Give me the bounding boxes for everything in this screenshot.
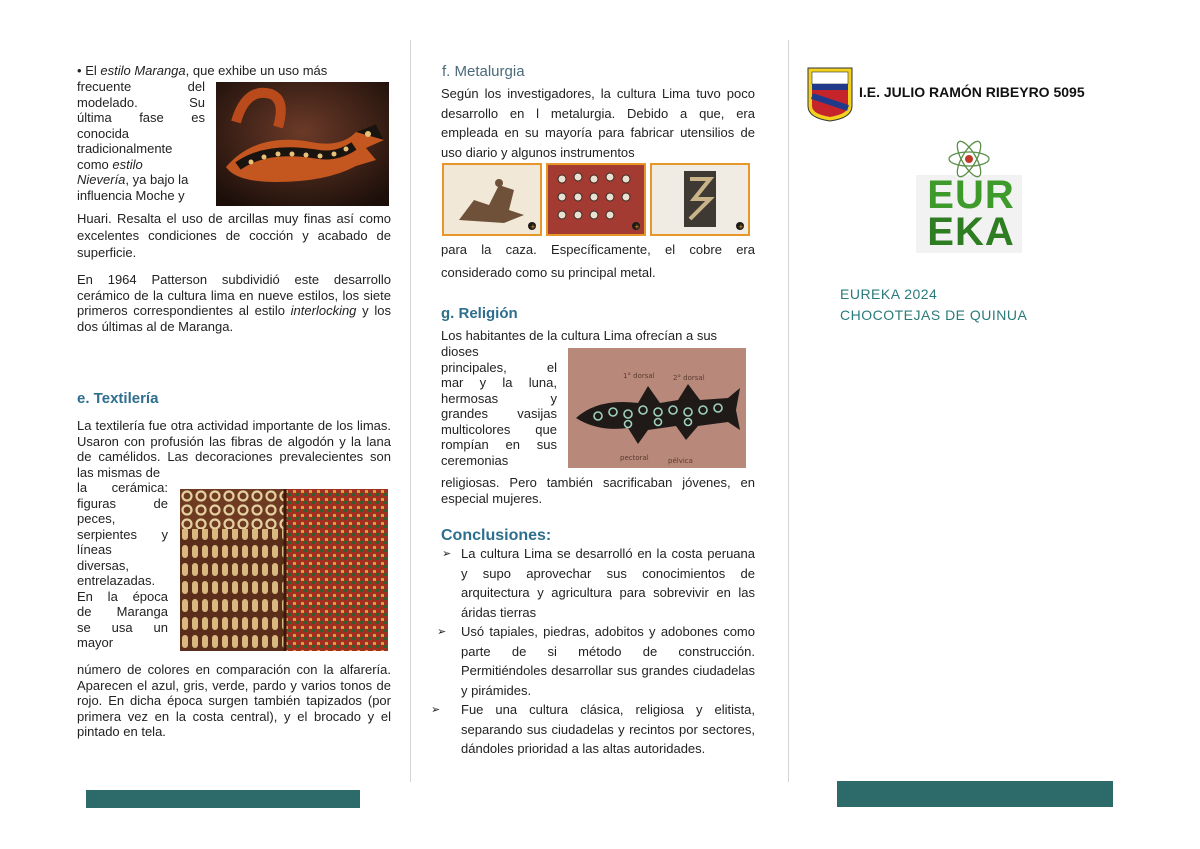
metal-beads [548,165,644,234]
textil-wrap-4: líneas [77,542,112,557]
bullet-arrow-icon: ➢ [442,548,452,560]
maranga-wrap-4: tradicionalmente [77,141,173,156]
maranga-em-estilo: estilo [112,156,143,172]
ceramic-vessel-image [216,82,389,206]
textil-paragraph-end: número de colores en comparación con la alfarería. Aparecen el azul, gris, verde, pardo y varios tonos de rojo. En dicha época surgen también tapizados (por primera vez en la costa central), y el brocado y el pintado en tela. [77,662,391,739]
textil-wrap-0: la cerámica: [77,480,168,495]
metal-plaque [652,165,748,234]
column-divider-2 [788,40,789,782]
religion-wrap-0: dioses [441,344,479,359]
conclusion-item-2: Usó tapiales, piedras, adobitos y adobones como parte de si método de construcción. Permitiéndoles desarrollar sus grandes ciudadelas y pirámides. [461,624,755,698]
shark-label-2: 2° dorsal [673,374,705,382]
textil-paragraph: La textilería fue otra actividad importante de los limas. Usaron con profusión las fibras de algodón y la lana de camélidos. Las decoraciones prevalecientes son las mismas de [77,418,391,480]
religion-wrap-4: grandes vasijas [441,406,557,421]
textile-illustration [180,489,388,651]
right-footer-bar [837,781,1113,807]
maranga-como: como [77,156,113,172]
textileria-heading: e. Textilería [77,390,159,407]
shark-label-1: 1° dorsal [623,372,655,380]
religion-wrap-7: ceremonias [441,452,509,468]
religion-line-1: Los habitantes de la cultura Lima ofrecían a sus [441,328,718,343]
maranga-tail: , ya bajo la [125,172,189,187]
maranga-wrap-3: conocida [77,125,130,141]
patterson-emphasis: interlocking [290,303,357,318]
religion-wrap-3: hermosas y [441,390,557,406]
patterson-text-a: En 1964 Patterson subdividió este desarrollo cerámico de la cultura lima en nueve estilos, los siete primeros correspondientes al estilo [77,272,391,318]
ceramic-vessel-illustration [216,82,389,206]
metalurgia-paragraph-end: para la caza. Específicamente, el cobre era considerado como su principal metal. [441,242,755,280]
maranga-wrap-0: frecuente del [77,79,205,94]
column-divider-1 [410,40,411,782]
textil-wrap-10: mayor [77,635,114,650]
maranga-paragraph-end: Huari. Resalta el uso de arcillas muy finas así como excelentes condiciones de cocción y acabado de superficie. [77,211,391,260]
maranga-wrap-7: influencia Moche y [77,187,185,203]
school-name: I.E. JULIO RAMÓN RIBEYRO 5095 [859,84,1085,100]
religion-paragraph-end: religiosas. Pero también sacrificaban jóvenes, en especial mujeres. [441,475,755,506]
maranga-wrap-2: última fase es [77,110,205,125]
svg-text:+: + [530,223,536,231]
conclusion-item-1: La cultura Lima se desarrolló en la costa peruana y supo aprovechar sus conocimientos de arquitectura y agricultura para sobrevivir en las áridas tierras [461,546,755,620]
metal-image-3 [650,163,750,236]
textil-wrapped-lines [77,480,168,651]
shark-label-3: pectoral [620,454,649,462]
religion-wrap-6: rompían en sus [441,437,557,452]
conclusion-item-3: Fue una cultura clásica, religiosa y elitista, separando sus ciudadelas y recintos por sectores, dándoles prioridad a las altas autoridades. [461,702,755,756]
textile-image [180,489,388,651]
metal-figure-1 [444,165,540,234]
bullet-arrow-icon: ➢ [437,626,447,638]
metalurgia-heading: f. Metalurgia [442,63,525,80]
religion-wrap-1: principales, el [441,359,557,375]
religion-heading: g. Religión [441,305,518,322]
shark-panel-illustration [568,348,746,468]
textil-wrap-2: peces, [77,511,116,526]
textil-wrap-1: figuras de [77,495,168,511]
textil-wrap-3: serpientes y [77,526,168,542]
bullet-arrow-icon: ➢ [431,704,441,716]
shark-label-4: pélvica [668,457,693,465]
eureka-logo [913,135,1025,255]
textil-wrap-5: diversas, [77,557,130,573]
school-shield-logo [806,66,854,122]
religion-wrapped-lines [441,344,557,468]
textil-wrap-9: se usa un [77,619,168,635]
svg-text:+: + [738,223,744,231]
svg-text:+: + [634,223,640,231]
left-footer-bar [86,790,360,808]
maranga-text-b: , que exhibe un uso más [185,63,328,78]
patterson-text-b: y los dos últimas al de Maranga. [77,303,391,334]
maranga-text-a: El [85,63,101,78]
event-title: EUREKA 2024 [840,286,938,302]
maranga-emphasis: estilo Maranga [100,63,186,78]
religion-shark-image [568,348,746,468]
textil-wrap-6: entrelazadas. [77,573,156,588]
religion-wrap-2: mar y la luna, [441,375,557,390]
metal-image-1 [442,163,542,236]
maranga-wrap-1: modelado. Su [77,94,205,110]
religion-wrap-5: multicolores que [441,421,557,437]
maranga-em-nieveria: Nievería [77,172,126,187]
bullet-dot: • [77,63,82,78]
maranga-wrapped-lines [77,79,205,203]
maranga-line-1 [77,63,391,79]
school-shield-icon [806,66,854,122]
textil-wrap-8: de Maranga [77,604,168,619]
eureka-word-bottom: EKA [927,210,1015,254]
maranga-wrap-5 [77,157,205,173]
event-subtitle: CHOCOTEJAS DE QUINUA [840,307,1028,323]
metalurgia-paragraph: Según los investigadores, la cultura Lima tuvo poco desarrollo en l metalurgia. Debido a que, era empleada en su mayoría para fabricar utensilios de uso diario y algunos instrumentos [441,86,755,160]
patterson-paragraph [77,272,391,334]
textil-wrap-7: En la época [77,588,168,604]
eureka-word-top: EUR [927,173,1015,217]
conclusiones-heading: Conclusiones: [441,527,552,544]
maranga-wrap-6 [77,172,205,188]
metal-image-2 [546,163,646,236]
